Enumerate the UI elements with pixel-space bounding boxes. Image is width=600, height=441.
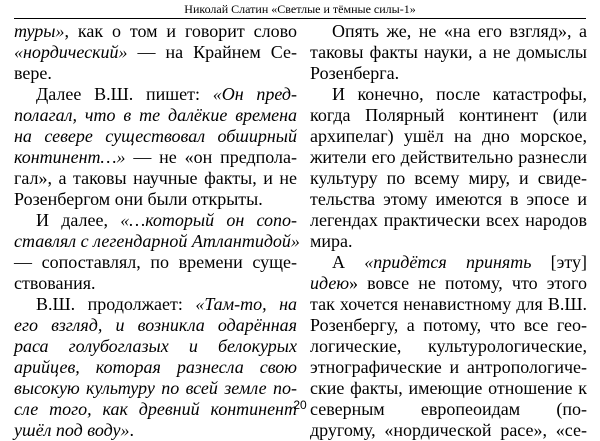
header-divider [14, 18, 586, 19]
text-line: И конечно, после катастрофы, [332, 84, 587, 104]
text-line: туры», как о том и говорит слово [14, 21, 297, 41]
text-line: легендах практически всех народов [310, 210, 587, 230]
text-line: — сопоставлял, по времени суще- [14, 252, 297, 272]
text-line: И далее, «…который он сопо- [36, 210, 297, 230]
text-line: А «придётся принять [эту] [332, 252, 588, 272]
page-number: 20 [293, 398, 307, 412]
text-line: так хочется ненавистному для В.Ш. [310, 294, 587, 314]
text-line: культуру по всему миру, и свиде- [310, 168, 587, 188]
text-line: ские факты, имеющие отношение к [310, 378, 587, 398]
text-line: вере. [14, 63, 52, 83]
text-line: этнографические и антропологиче- [310, 357, 587, 377]
text-line: Розенбергом они были открыты. [14, 189, 263, 209]
right-text-column [310, 21, 587, 441]
text-line: раса голубоглазых и белокурых [14, 336, 297, 356]
text-line: полагал, что в те далёкие времена [14, 105, 297, 125]
text-line: мира. [310, 231, 353, 251]
text-line: континент…» — не «он предпола- [14, 147, 297, 167]
text-line: Розенберга. [310, 63, 400, 83]
text-line: сле того, как древний континент [14, 399, 297, 419]
text-line: «нордический» — на Крайнем Се- [14, 42, 297, 62]
text-line: на севере существовал обширный [14, 126, 297, 146]
text-line: Розенбергу, а потому, что все гео- [310, 315, 587, 335]
text-line: тельства этому имеются в эпосе и [310, 189, 587, 209]
text-line: ствования. [14, 273, 96, 293]
text-line: когда Полярный континент (или [310, 105, 587, 125]
text-line: другому, «нордической расе», «се- [310, 420, 587, 440]
text-line: арийцев, которая разнесла свою [14, 357, 297, 377]
text-line: гал», а таковы научные факты, и не [14, 168, 297, 188]
text-line: логические, культурологические, [310, 336, 587, 356]
text-line: Опять же, не «на его взгляд», а [332, 21, 587, 41]
text-line: В.Ш. продолжает: «Там-то, на [36, 294, 297, 314]
running-header-title: Николай Слатин «Светлые и тёмные силы-1» [184, 2, 416, 16]
text-line: таковы факты науки, а не домыслы [310, 42, 587, 62]
text-line: архипелаг) ушёл на дно морское, [310, 126, 587, 146]
running-header [0, 0, 600, 19]
text-line: северным европеоидам (по- [310, 399, 587, 419]
text-line: идею» вовсе не потому, что этого [310, 273, 587, 293]
text-line: высокую культуру по всей земле по- [14, 378, 297, 398]
text-line: его взгляд, и возникла одарённая [14, 315, 297, 335]
text-line: жители его действительно разнесли [310, 147, 587, 167]
text-line: Далее В.Ш. пишет: «Он пред- [36, 84, 297, 104]
text-line: ушёл под воду». [14, 420, 134, 440]
text-line: ставлял с легендарной Атлантидой» [14, 231, 300, 251]
